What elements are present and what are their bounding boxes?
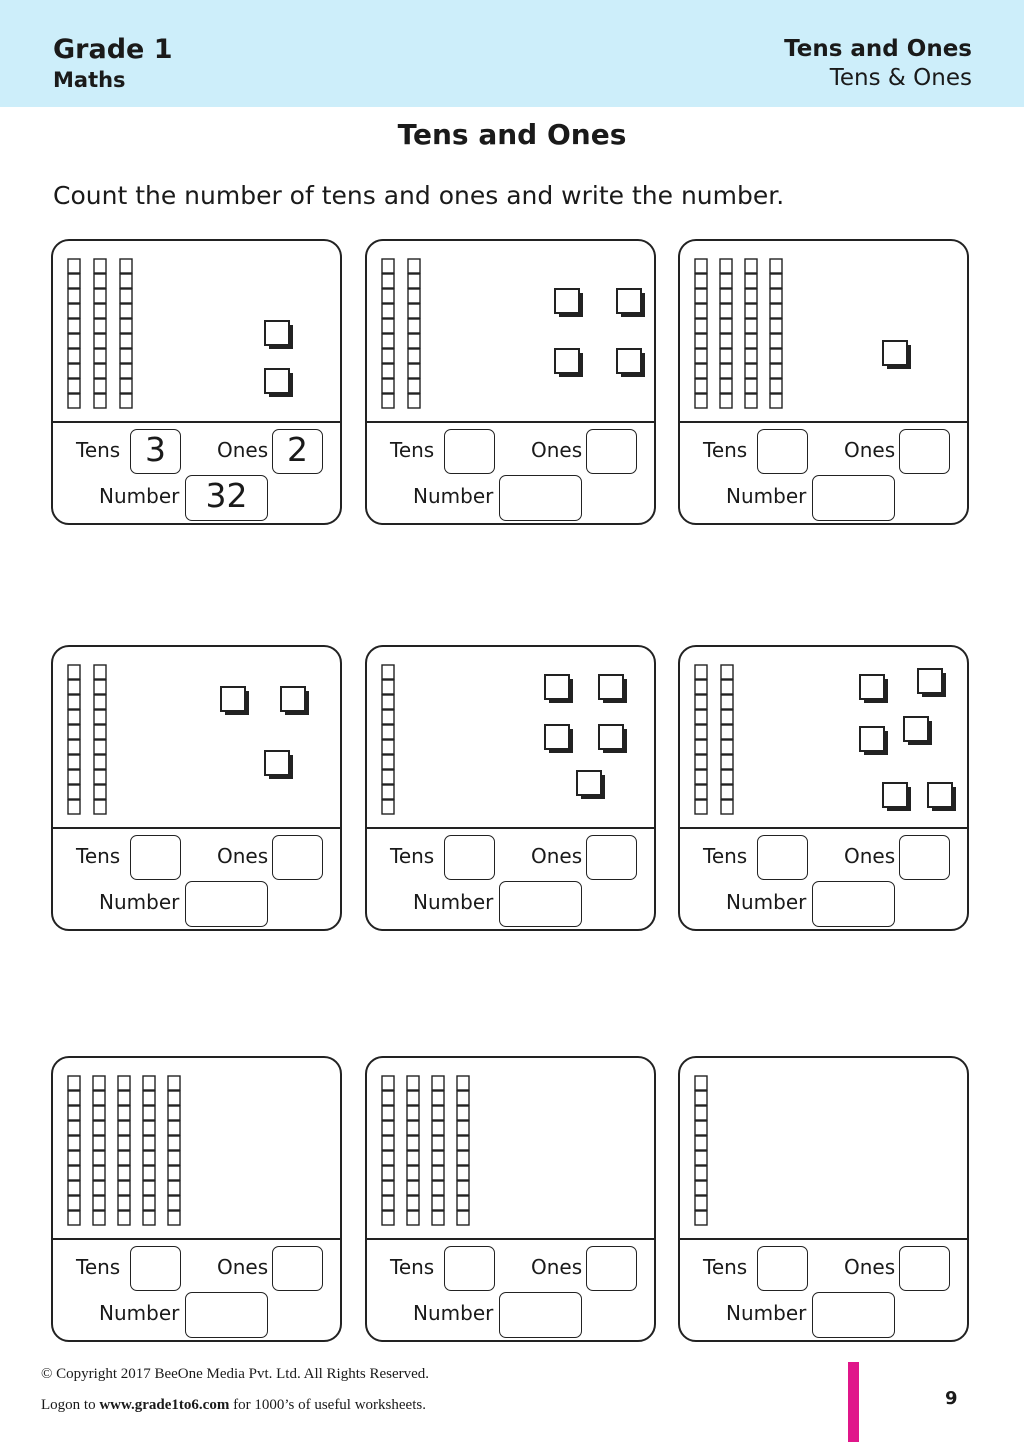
ones-block	[555, 349, 583, 377]
brand-strip	[848, 1362, 859, 1442]
ones-block	[617, 349, 645, 377]
card-divider	[680, 827, 967, 829]
tens-rod	[770, 259, 782, 408]
page-header	[0, 0, 1024, 107]
tens-rod	[457, 1076, 469, 1225]
number-answer-box[interactable]	[499, 1292, 582, 1338]
tens-label: Tens	[390, 438, 435, 462]
ones-block	[883, 341, 911, 369]
tens-label: Tens	[703, 844, 748, 868]
base-ten-picture	[367, 647, 654, 827]
ones-block	[599, 675, 627, 703]
number-answer-box[interactable]	[499, 475, 582, 521]
ones-block	[928, 783, 956, 811]
ones-block	[545, 725, 573, 753]
tens-rod	[143, 1076, 155, 1225]
card-divider	[367, 827, 654, 829]
exercise-card	[678, 1056, 969, 1342]
tens-rod	[68, 665, 80, 814]
tens-rod	[721, 665, 733, 814]
worksheet-title: Tens and Ones	[397, 118, 627, 151]
base-ten-picture	[367, 241, 654, 421]
tens-rod	[68, 1076, 80, 1225]
tens-label: Tens	[76, 844, 121, 868]
page-number: 9	[945, 1388, 958, 1409]
tens-answer-box[interactable]: 3	[130, 429, 181, 474]
tens-rod	[695, 259, 707, 408]
ones-block	[599, 725, 627, 753]
card-divider	[680, 1238, 967, 1240]
base-ten-picture	[680, 647, 967, 827]
subtopic-label: Tens & Ones	[829, 65, 972, 91]
tens-label: Tens	[390, 1255, 435, 1279]
tens-rod	[432, 1076, 444, 1225]
card-divider	[367, 1238, 654, 1240]
tens-label: Tens	[390, 844, 435, 868]
ones-label: Ones	[217, 438, 269, 462]
exercise-card	[365, 645, 656, 931]
tens-answer-box[interactable]	[444, 429, 495, 474]
number-label: Number	[413, 1301, 494, 1325]
grade-label: Grade 1	[53, 34, 173, 65]
tens-rod	[745, 259, 757, 408]
tens-label: Tens	[703, 438, 748, 462]
number-answer-box[interactable]	[185, 881, 268, 927]
ones-block	[904, 717, 932, 745]
site-link[interactable]: www.grade1to6.com	[99, 1397, 230, 1413]
topic-label: Tens and Ones	[784, 36, 972, 62]
ones-answer-box[interactable]	[586, 429, 637, 474]
ones-answer-box[interactable]	[899, 429, 950, 474]
number-label: Number	[726, 484, 807, 508]
base-ten-picture	[680, 1058, 967, 1238]
tens-rod	[94, 665, 106, 814]
exercise-card	[51, 239, 342, 525]
tens-answer-box[interactable]	[444, 835, 495, 880]
card-divider	[53, 827, 340, 829]
tens-rod	[720, 259, 732, 408]
number-label: Number	[726, 890, 807, 914]
copyright-text: © Copyright 2017 BeeOne Media Pvt. Ltd. All Rights Reserved.	[41, 1366, 430, 1382]
ones-block	[617, 289, 645, 317]
card-divider	[367, 421, 654, 423]
number-answer-box[interactable]	[812, 881, 895, 927]
ones-label: Ones	[217, 1255, 269, 1279]
tens-answer-box[interactable]	[130, 835, 181, 880]
ones-label: Ones	[531, 844, 583, 868]
logon-suffix: for 1000’s of useful worksheets.	[233, 1397, 426, 1413]
base-ten-picture	[53, 1058, 340, 1238]
ones-block	[265, 321, 293, 349]
instruction-text: Count the number of tens and ones and write the number.	[53, 181, 785, 210]
tens-answer-box[interactable]	[444, 1246, 495, 1291]
exercise-card	[51, 645, 342, 931]
logon-text	[41, 1397, 426, 1414]
number-label: Number	[99, 1301, 180, 1325]
ones-answer-box[interactable]: 2	[272, 429, 323, 474]
tens-rod	[695, 1076, 707, 1225]
ones-block	[545, 675, 573, 703]
tens-answer-box[interactable]	[757, 429, 808, 474]
ones-label: Ones	[844, 844, 896, 868]
tens-rod	[695, 665, 707, 814]
number-answer-box[interactable]	[812, 475, 895, 521]
subject-label: Maths	[53, 68, 126, 92]
card-divider	[680, 421, 967, 423]
tens-rod	[118, 1076, 130, 1225]
tens-rod	[94, 259, 106, 408]
ones-block	[281, 687, 309, 715]
number-label: Number	[413, 484, 494, 508]
ones-answer-box[interactable]	[586, 1246, 637, 1291]
ones-label: Ones	[531, 438, 583, 462]
tens-rod	[382, 1076, 394, 1225]
tens-rod	[93, 1076, 105, 1225]
number-answer-box[interactable]	[499, 881, 582, 927]
number-answer-box[interactable]	[812, 1292, 895, 1338]
ones-block	[265, 751, 293, 779]
tens-rod	[168, 1076, 180, 1225]
number-answer-box[interactable]: 32	[185, 475, 268, 521]
tens-label: Tens	[76, 1255, 121, 1279]
logon-prefix: Logon to	[41, 1397, 96, 1413]
tens-label: Tens	[703, 1255, 748, 1279]
tens-rod	[408, 259, 420, 408]
ones-answer-box[interactable]	[272, 1246, 323, 1291]
exercise-card	[678, 645, 969, 931]
tens-answer-box[interactable]	[757, 1246, 808, 1291]
base-ten-picture	[53, 647, 340, 827]
base-ten-picture	[367, 1058, 654, 1238]
ones-label: Ones	[531, 1255, 583, 1279]
tens-rod	[382, 259, 394, 408]
tens-label: Tens	[76, 438, 121, 462]
number-label: Number	[99, 890, 180, 914]
ones-block	[221, 687, 249, 715]
tens-rod	[120, 259, 132, 408]
exercise-card	[51, 1056, 342, 1342]
number-label: Number	[413, 890, 494, 914]
ones-answer-box[interactable]	[272, 835, 323, 880]
ones-label: Ones	[217, 844, 269, 868]
exercise-card	[678, 239, 969, 525]
ones-answer-box[interactable]	[586, 835, 637, 880]
ones-block	[860, 727, 888, 755]
ones-block	[577, 771, 605, 799]
tens-rod	[382, 665, 394, 814]
exercise-card	[365, 1056, 656, 1342]
tens-rod	[68, 259, 80, 408]
ones-block	[555, 289, 583, 317]
ones-block	[860, 675, 888, 703]
number-label: Number	[726, 1301, 807, 1325]
base-ten-picture	[53, 241, 340, 421]
ones-block	[918, 669, 946, 697]
ones-label: Ones	[844, 438, 896, 462]
exercise-card	[365, 239, 656, 525]
card-divider	[53, 421, 340, 423]
number-label: Number	[99, 484, 180, 508]
tens-answer-box[interactable]	[757, 835, 808, 880]
ones-answer-box[interactable]	[899, 1246, 950, 1291]
ones-answer-box[interactable]	[899, 835, 950, 880]
ones-label: Ones	[844, 1255, 896, 1279]
base-ten-picture	[680, 241, 967, 421]
number-answer-box[interactable]	[185, 1292, 268, 1338]
tens-rod	[407, 1076, 419, 1225]
card-divider	[53, 1238, 340, 1240]
ones-block	[883, 783, 911, 811]
tens-answer-box[interactable]	[130, 1246, 181, 1291]
ones-block	[265, 369, 293, 397]
